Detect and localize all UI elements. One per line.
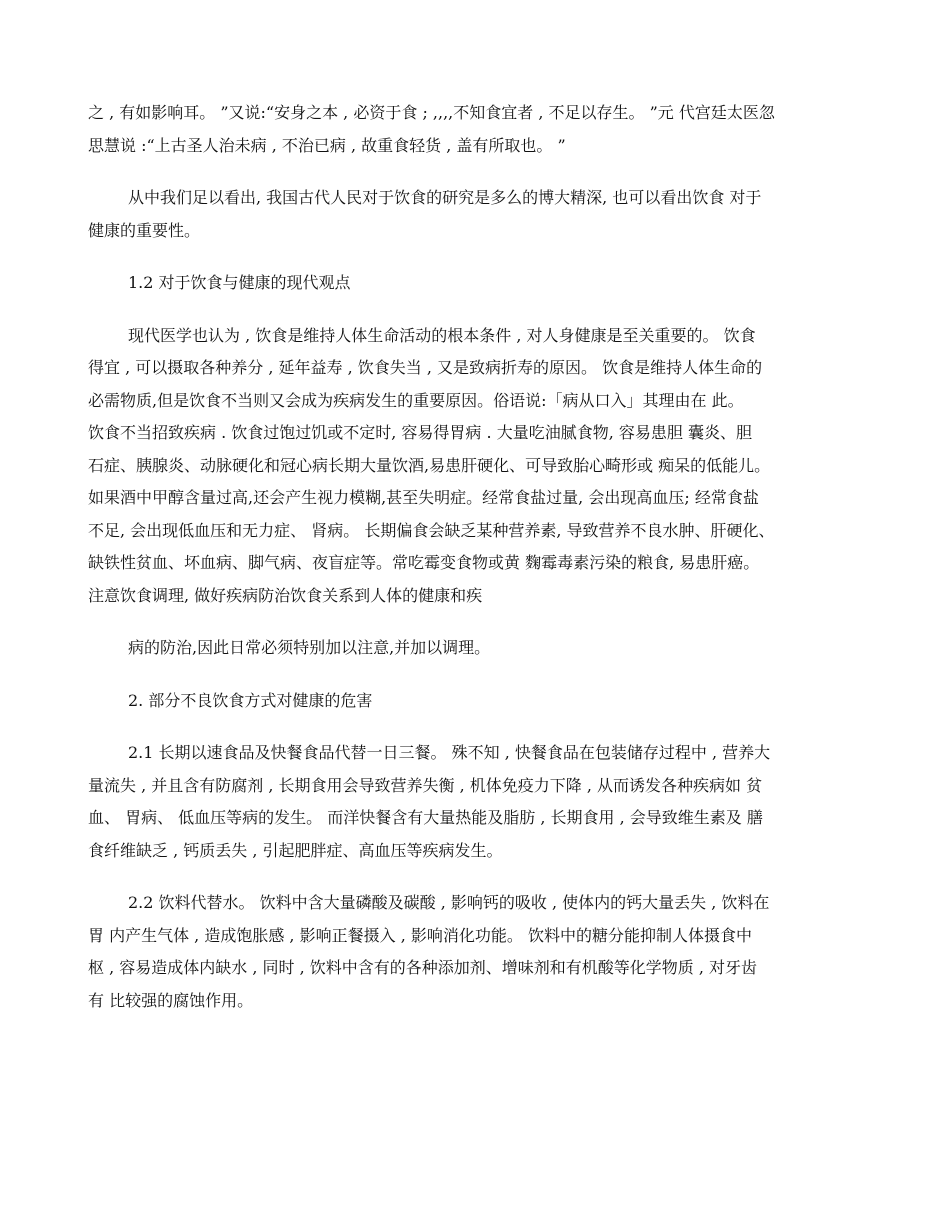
text-line: 现代医学也认为 , 饮食是维持人体生命活动的根本条件 , 对人身健康是至关重要的。 饮食 — [128, 325, 756, 345]
document-page — [88, 97, 880, 1017]
text-line: 病的防治,因此日常必须特别加以注意,并加以调理。 — [128, 638, 491, 657]
text-line: 健康的重要性。 — [88, 220, 201, 240]
text-line: 注意饮食调理, 做好疾病防治饮食关系到人体的健康和疾 — [88, 585, 483, 605]
text-line: 血、 胃病、 低血压等病的发生。 而洋快餐含有大量热能及脂肪 , 长期食用 , 会导致维生素及 膳 — [88, 808, 763, 827]
paragraph-beverages — [88, 887, 880, 1017]
heading-text: 1.2 对于饮食与健康的现代观点 — [128, 273, 351, 292]
text-line: 思慧说 :“上古圣人治未病 , 不治已病 , 故重食轻货 , 盖有所取也。 ” — [88, 135, 566, 155]
text-line: 2.1 长期以速食品及快餐食品代替一日三餐。 殊不知 , 快餐食品在包装储存过程中 , 营养大 — [128, 743, 771, 762]
text-line: 2.2 饮料代替水。 饮料中含大量磷酸及碳酸 , 影响钙的吸收 , 使体内的钙大量丢失 , 饮料在 — [128, 893, 770, 912]
text-line: 石症、胰腺炎、动脉硬化和冠心病长期大量饮酒,易患肝硬化、可导致胎心畸形或 痴呆的低能儿。 — [88, 455, 771, 475]
section-heading-2 — [88, 685, 880, 718]
text-line: 量流失 , 并且含有防腐剂 , 长期食用会导致营养失衡 , 机体免疫力下降 , 从而诱发各种疾病如 贫 — [88, 775, 763, 795]
text-line: 从中我们足以看出, 我国古代人民对于饮食的研究是多么的博大精深, 也可以看出饮食 对于 — [128, 188, 762, 207]
text-line: 不足, 会出现低血压和无力症、 肾病。 长期偏食会缺乏某种营养素, 导致营养不良水肿、肝硬化、 — [88, 520, 775, 540]
paragraph-ancient-quotes — [88, 97, 880, 162]
text-line: 食纤维缺乏 , 钙质丢失 , 引起肥胖症、高血压等疾病发生。 — [88, 840, 503, 860]
text-line: 得宜 , 可以摄取各种养分 , 延年益寿 , 饮食失当 , 又是致病折寿的原因。 饮食是维持人体生命的 — [88, 358, 763, 377]
section-heading-1-2 — [88, 267, 880, 300]
paragraph-prevention — [88, 632, 880, 665]
text-line: 之 , 有如影响耳。 ”又说:“安身之本 , 必资于食 ; ,,,,不知食宜者 , 不足以存生。 ”元 代宫廷太医忽 — [88, 103, 775, 122]
paragraph-modern-view — [88, 320, 880, 613]
text-line: 缺铁性贫血、坏血病、脚气病、夜盲症等。常吃霉变食物或黄 麴霉毒素污染的粮食, 易患肝癌。 — [88, 553, 760, 572]
text-line: 胃 内产生气体 , 造成饱胀感 , 影响正餐摄入 , 影响消化功能。 饮料中的糖分能抑制人体摄食中 — [88, 925, 752, 945]
text-line: 饮食不当招致疾病 . 饮食过饱过饥或不定时, 容易得胃病 . 大量吃油腻食物, 容易患胆 囊炎、胆 — [88, 423, 752, 442]
heading-text: 2. 部分不良饮食方式对健康的危害 — [128, 690, 373, 710]
paragraph-conclusion — [88, 182, 880, 247]
text-line: 必需物质,但是饮食不当则又会成为疾病发生的重要原因。俗语说:「病从口入」其理由在 此。 — [88, 390, 744, 410]
paragraph-fast-food — [88, 737, 880, 867]
text-line: 如果酒中甲醇含量过高,还会产生视力模糊,甚至失明症。经常食盐过量, 会出现高血压; 经常食盐 — [88, 488, 759, 507]
text-line: 枢 , 容易造成体内缺水 , 同时 , 饮料中含有的各种添加剂、增味剂和有机酸等化学物质 , 对牙齿 — [88, 958, 758, 977]
text-line: 有 比较强的腐蚀作用。 — [88, 990, 254, 1010]
